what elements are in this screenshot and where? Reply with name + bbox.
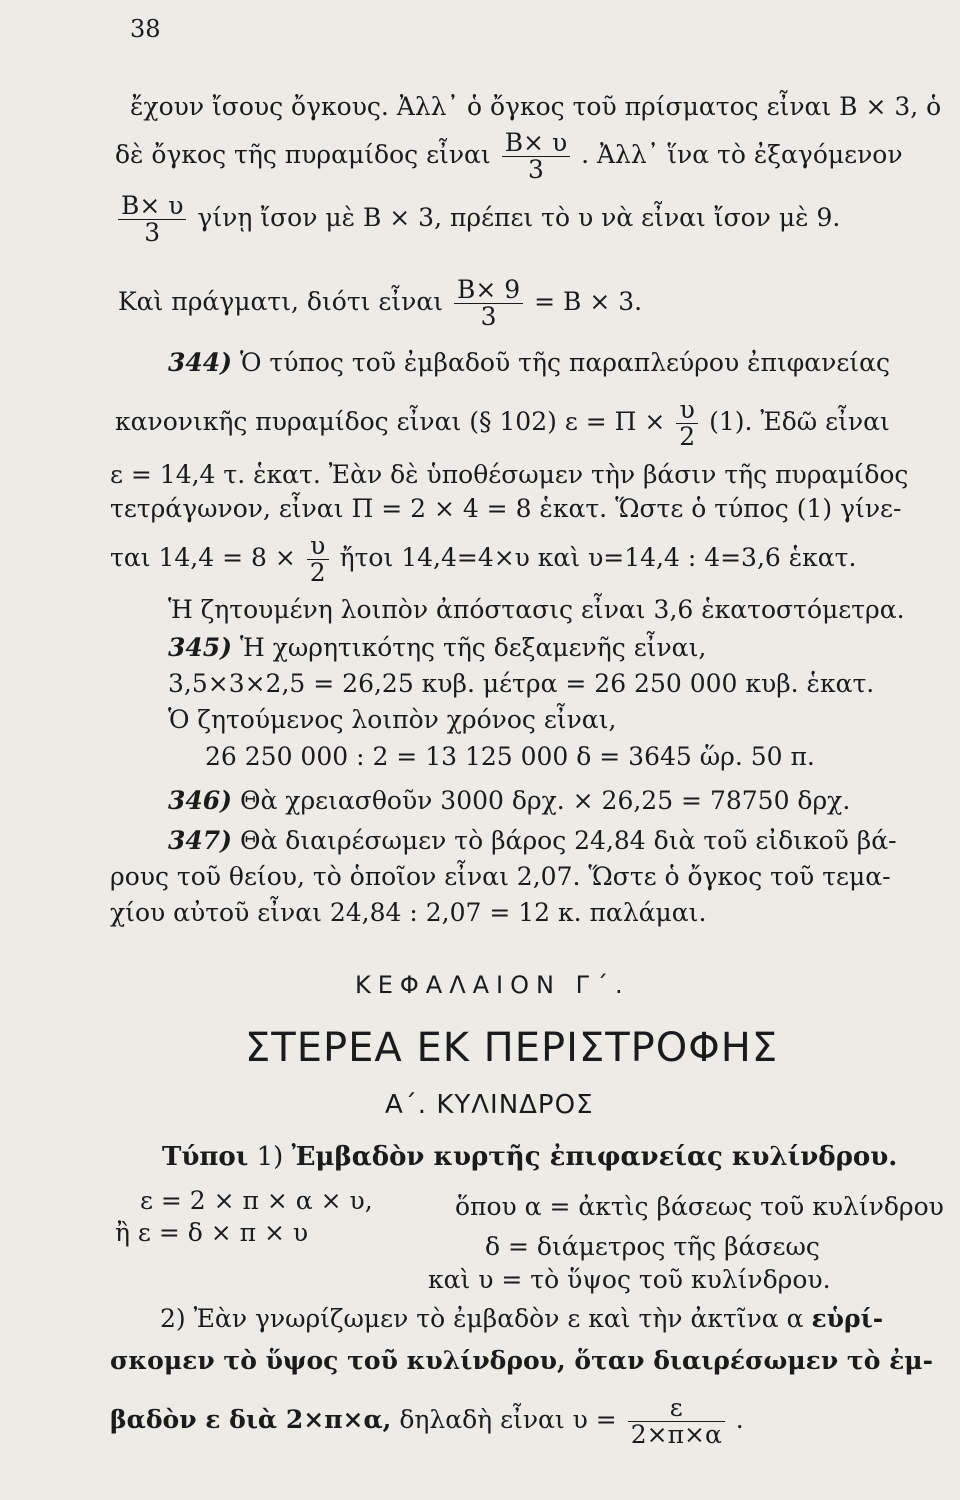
formulas-heading — [162, 1142, 897, 1172]
exercise-number-344: 344) — [168, 348, 233, 377]
text-segment: δηλαδὴ εἶναι υ = — [399, 1405, 617, 1434]
text-segment: = Β × 3. — [534, 287, 643, 316]
fraction-denominator: 3 — [144, 218, 161, 247]
text-segment: Ἡ χωρητικότης τῆς δεξαμενῆς εἶναι, — [239, 633, 707, 662]
exercise-number-347: 347) — [168, 826, 233, 855]
text-line-10: Ἡ ζητουμένη λοιπὸν ἀπόστασις εἶναι 3,6 ἑκατοστόμετρα. — [168, 595, 905, 624]
text-line-9 — [110, 528, 856, 588]
text-segment: γίνῃ ἴσον μὲ Β × 3, πρέπει τὸ υ νὰ εἶναι ἴσον μὲ 9. — [197, 203, 841, 232]
text-segment: Ὁ τύπος τοῦ ἐμβαδοῦ τῆς παραπλεύρου ἐπιφανείας — [239, 348, 890, 377]
fraction-b-u — [118, 190, 186, 247]
text-segment: δὲ ὄγκος τῆς πυραμίδος εἶναι — [115, 140, 491, 169]
paragraph-2-line-3 — [110, 1388, 744, 1452]
text-segment: . — [735, 1405, 744, 1434]
fraction-denominator: 3 — [527, 155, 544, 184]
paragraph-2-line-1 — [160, 1304, 883, 1334]
fraction-denominator: 2 — [309, 558, 326, 587]
fraction-u-2 — [676, 394, 698, 451]
text-line-8: τετράγωνον, εἶναι Π = 2 × 4 = 8 ἑκατ. Ὥστε ὁ τύπος (1) γίνε- — [110, 494, 902, 523]
formula-line-1: ε = 2 × π × α × υ, — [140, 1186, 373, 1215]
fraction-b-9 — [454, 274, 523, 331]
text-segment: 2) Ἐὰν γνωρίζωμεν τὸ ἐμβαδὸν ε καὶ τὴν ἀκτῖνα α — [160, 1304, 804, 1333]
text-line-2 — [115, 125, 903, 185]
text-line-5 — [168, 348, 890, 378]
text-line-11 — [168, 633, 706, 663]
section-title: Α΄. ΚΥΛΙΝΔΡΟΣ — [385, 1090, 594, 1120]
text-segment: κανονικῆς πυραμίδος εἶναι (§ 102) ε = Π × — [115, 407, 666, 436]
text-segment: . Ἀλλ᾽ ἵνα τὸ ἐξαγόμενον — [581, 140, 903, 169]
formula-line-2: ἢ ε = δ × π × υ — [115, 1218, 309, 1247]
text-line-15 — [168, 786, 850, 816]
text-line-12: 3,5×3×2,5 = 26,25 κυβ. μέτρα = 26 250 000 κυβ. ἑκατ. — [168, 669, 875, 698]
text-line-16 — [168, 826, 897, 856]
chapter-heading: ΚΕΦΑΛΑΙΟΝ Γ΄. — [355, 971, 630, 999]
text-segment: Θὰ χρειασθοῦν 3000 δρχ. × 26,25 = 78750 δρχ. — [239, 786, 851, 815]
formula-note-2: δ = διάμετρος τῆς βάσεως — [485, 1232, 820, 1261]
text-line-13: Ὁ ζητούμενος λοιπὸν χρόνος εἶναι, — [168, 705, 617, 734]
formulas-label: Τύποι — [162, 1142, 249, 1172]
fraction-e-over-2pa — [628, 1392, 725, 1449]
formula-note-1: ὅπου α = ἀκτὶς βάσεως τοῦ κυλίνδρου — [455, 1192, 944, 1221]
text-segment: ἤτοι 14,4=4×υ καὶ υ=14,4 : 4=3,6 ἑκατ. — [339, 543, 857, 572]
fraction-denominator: 2 — [679, 422, 696, 451]
text-segment: (1). Ἐδῶ εἶναι — [709, 407, 890, 436]
fraction-u-2 — [307, 530, 329, 587]
text-line-7: ε = 14,4 τ. ἑκατ. Ἐὰν δὲ ὑποθέσωμεν τὴν βάσιν τῆς πυραμίδος — [110, 460, 909, 489]
fraction-denominator: 3 — [480, 302, 497, 331]
text-segment: Θὰ διαιρέσωμεν τὸ βάρος 24,84 διὰ τοῦ εἰδικοῦ βά- — [239, 826, 897, 855]
fraction-numerator: Β× υ — [118, 193, 186, 220]
text-line-14: 26 250 000 : 2 = 13 125 000 δ = 3645 ὥρ. 50 π. — [205, 742, 815, 771]
page-number: 38 — [130, 15, 161, 43]
text-line-4 — [118, 272, 642, 332]
chapter-title: ΣΤΕΡΕΑ ΕΚ ΠΕΡΙΣΤΡΟΦΗΣ — [245, 1025, 779, 1071]
text-line-17: ρους τοῦ θείου, τὸ ὁποῖον εἶναι 2,07. Ὥστε ὁ ὄγκος τοῦ τεμα- — [110, 862, 891, 891]
text-line-1: ἔχουν ἴσους ὄγκους. Ἀλλ᾽ ὁ ὄγκος τοῦ πρίσματος εἶναι Β × 3, ὁ — [130, 92, 942, 121]
text-line-3 — [115, 188, 840, 248]
exercise-number-346: 346) — [168, 786, 233, 815]
fraction-numerator: ε — [628, 1395, 725, 1422]
fraction-numerator: Β× 9 — [454, 277, 523, 304]
formula-item-title: Ἐμβαδὸν κυρτῆς ἐπιφανείας κυλίνδρου. — [291, 1142, 898, 1172]
text-segment-bold: εὑρί- — [811, 1304, 884, 1333]
text-segment: Καὶ πράγματι, διότι εἶναι — [118, 287, 444, 316]
formula-item-number: 1) — [256, 1142, 284, 1172]
fraction-denominator: 2×π×α — [630, 1420, 722, 1449]
text-line-6 — [115, 392, 890, 452]
text-segment-bold: βαδὸν ε διὰ 2×π×α, — [110, 1405, 392, 1434]
text-line-18: χίου αὐτοῦ εἶναι 24,84 : 2,07 = 12 κ. παλάμαι. — [110, 898, 707, 927]
text-segment: ται 14,4 = 8 × — [110, 543, 296, 572]
formula-note-3: καὶ υ = τὸ ὕψος τοῦ κυλίνδρου. — [428, 1265, 831, 1294]
paragraph-2-line-2: σκομεν τὸ ὕψος τοῦ κυλίνδρου, ὅταν διαιρέσωμεν τὸ ἐμ- — [110, 1346, 933, 1375]
fraction-numerator: Β× υ — [502, 130, 570, 157]
fraction-numerator: υ — [307, 533, 329, 560]
fraction-b-u — [502, 127, 570, 184]
fraction-numerator: υ — [676, 397, 698, 424]
exercise-number-345: 345) — [168, 633, 233, 662]
